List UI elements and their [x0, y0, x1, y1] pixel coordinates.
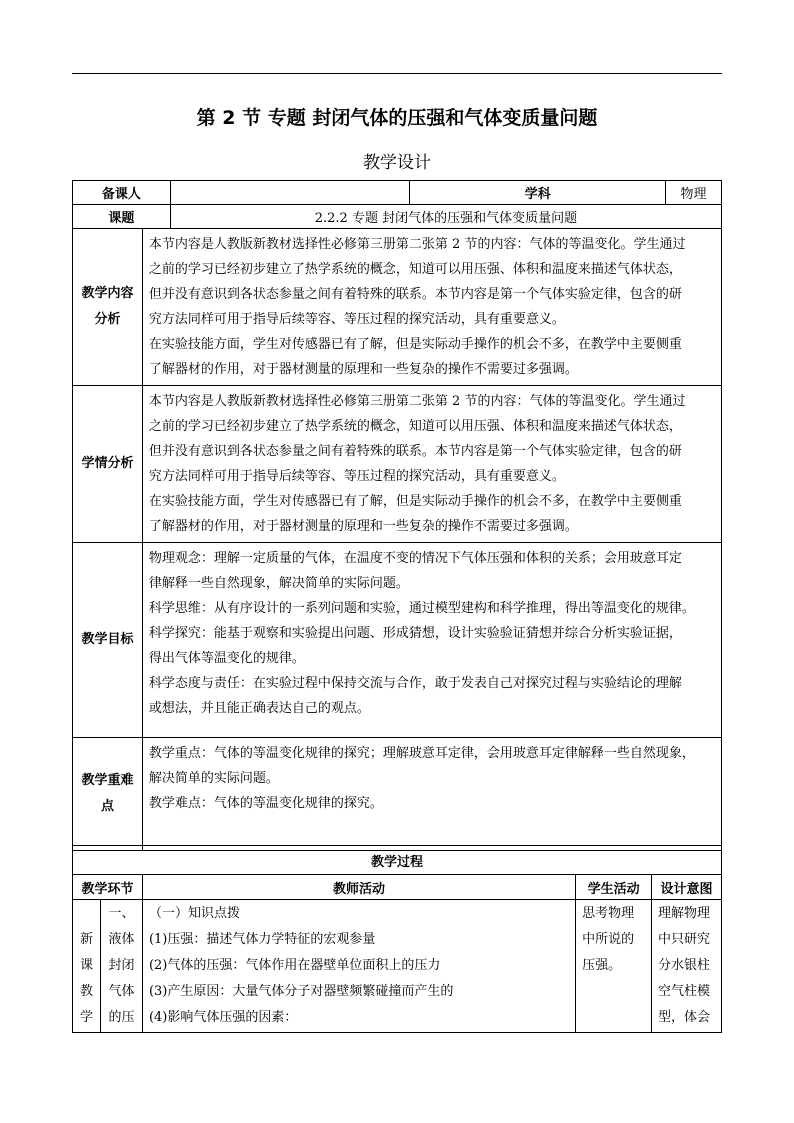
text-line: 但并没有意识到各状态参量之间有着特殊的联系。本节内容是第一个气体实验定律，包含的研 [148, 287, 682, 302]
stage-main-char: 新 [79, 932, 93, 947]
text-line: 教学难点：气体的等温变化规律的探究。 [148, 796, 383, 811]
student-analysis-row [73, 386, 722, 543]
text-line: 究方法同样可用于指导后续等容、等压过程的探究活动，具有重要意义。 [148, 312, 565, 327]
lesson-info-table [72, 180, 722, 229]
subject-value: 物理 [666, 181, 722, 205]
col-intent-header: 设计意图 [652, 875, 722, 900]
topic-label: 课题 [73, 205, 171, 229]
student-line: 中所说的 [582, 932, 635, 947]
topic-row [73, 205, 722, 229]
teacher-line: (2)气体的压强：气体作用在器壁单位面积上的压力 [148, 958, 441, 973]
text-line: 科学思维：从有序设计的一系列问题和实验，通过模型建构和科学推理，得出等温变化的规律。 [148, 601, 695, 616]
key-points-row [73, 738, 722, 851]
stage-sub-line: 气体 [108, 984, 135, 999]
text-line: 本节内容是人教版新教材选择性必修第三册第二张第 2 节的内容：气体的等温变化。学生通过 [148, 394, 686, 409]
objectives-text [142, 543, 721, 738]
subject-label: 学科 [410, 181, 666, 205]
objectives-label: 教学目标 [73, 543, 143, 738]
text-line: 了解器材的作用，对于器材测量的原理和一些复杂的操作不需要过多强调。 [148, 519, 578, 534]
design-intent-cell [652, 900, 722, 1033]
text-line: 教学重点：气体的等温变化规律的探究；理解玻意耳定律，会用玻意耳定律解释一些自然现象， [148, 746, 695, 761]
student-line: 压强。 [582, 958, 622, 973]
col-teacher-header: 教师活动 [142, 875, 575, 900]
topic-value: 2.2.2 专题 封闭气体的压强和气体变质量问题 [170, 205, 721, 229]
stage-sub-line: 的压 [108, 1010, 135, 1025]
analysis-table [72, 228, 722, 851]
top-rule [72, 73, 722, 74]
stage-main-char: 教 [79, 984, 93, 999]
student-analysis-text [142, 386, 721, 543]
text-line: 在实验技能方面，学生对传感器已有了解，但是实际动手操作的机会不多，在教学中主要侧重 [148, 494, 682, 509]
student-activity-cell [576, 900, 652, 1033]
text-line: 之前的学习已经初步建立了热学系统的概念，知道可以用压强、体积和温度来描述气体状态， [148, 262, 682, 277]
intent-line: 理解物理 [658, 906, 711, 921]
page-subtitle: 教学设计 [363, 153, 431, 173]
text-line: 本节内容是人教版新教材选择性必修第三册第二张第 2 节的内容：气体的等温变化。学生通过 [148, 237, 686, 252]
stage-sub-line: 一、 [108, 906, 135, 921]
text-line: 律解释一些自然现象，解决简单的实际问题。 [148, 576, 409, 591]
stage-main-char: 学 [79, 1010, 93, 1025]
teacher-line: (4)影响气体压强的因素： [148, 1010, 298, 1025]
content-analysis-label: 教学内容 分析 [73, 229, 143, 386]
text-line: 了解器材的作用，对于器材测量的原理和一些复杂的操作不需要过多强调。 [148, 362, 578, 377]
text-line: 或想法，并且能正确表达自己的观点。 [148, 701, 370, 716]
text-line: 物理观念：理解一定质量的气体，在温度不变的情况下气体压强和体积的关系；会用玻意耳定 [148, 551, 682, 566]
process-row-1 [73, 900, 722, 1033]
intent-line: 中只研究 [658, 932, 711, 947]
text-line: 科学态度与责任：在实验过程中保持交流与合作，敢于发表自己对探究过程与实验结论的理解 [148, 676, 682, 691]
teacher-activity-cell [142, 900, 575, 1033]
intent-line: 空气柱模 [658, 984, 711, 999]
text-line: 解决简单的实际问题。 [148, 771, 279, 786]
stage-sub-line: 液体 [108, 932, 135, 947]
stage-sub-line: 封闭 [108, 958, 135, 973]
teacher-line: (3)产生原因：大量气体分子对器壁频繁碰撞而产生的 [148, 984, 454, 999]
col-stage-header: 教学环节 [73, 875, 143, 900]
text-line: 之前的学习已经初步建立了热学系统的概念，知道可以用压强、体积和温度来描述气体状态， [148, 419, 682, 434]
process-table [72, 845, 722, 1033]
stage-sub-cell [100, 900, 142, 1033]
student-line: 思考物理 [582, 906, 635, 921]
student-analysis-label: 学情分析 [73, 386, 143, 543]
text-line: 得出气体等温变化的规律。 [148, 651, 305, 666]
key-points-text [142, 738, 721, 851]
preparer-row [73, 181, 722, 205]
intent-line: 分水银柱 [658, 958, 711, 973]
process-heading: 教学过程 [73, 846, 722, 875]
stage-main-char: 课 [79, 958, 93, 973]
content-analysis-text [142, 229, 721, 386]
preparer-value [170, 181, 410, 205]
stage-main-cell [73, 900, 101, 1033]
teacher-line: （一）知识点拨 [148, 906, 240, 921]
process-header-row [73, 875, 722, 900]
preparer-label: 备课人 [73, 181, 171, 205]
page-title: 第 2 节 专题 封闭气体的压强和气体变质量问题 [196, 107, 598, 129]
col-student-header: 学生活动 [576, 875, 652, 900]
process-heading-row [73, 846, 722, 875]
text-line: 科学探究：能基于观察和实验提出问题、形成猜想，设计实验验证猜想并综合分析实验证据， [148, 626, 682, 641]
text-line: 在实验技能方面，学生对传感器已有了解，但是实际动手操作的机会不多，在教学中主要侧重 [148, 337, 682, 352]
text-line: 究方法同样可用于指导后续等容、等压过程的探究活动，具有重要意义。 [148, 469, 565, 484]
objectives-row [73, 543, 722, 738]
intent-line: 型，体会 [658, 1010, 711, 1025]
text-line: 但并没有意识到各状态参量之间有着特殊的联系。本节内容是第一个气体实验定律，包含的研 [148, 444, 682, 459]
teacher-line: (1)压强：描述气体力学特征的宏观参量 [148, 932, 376, 947]
content-analysis-row [73, 229, 722, 386]
key-points-label: 教学重难 点 [73, 738, 143, 851]
